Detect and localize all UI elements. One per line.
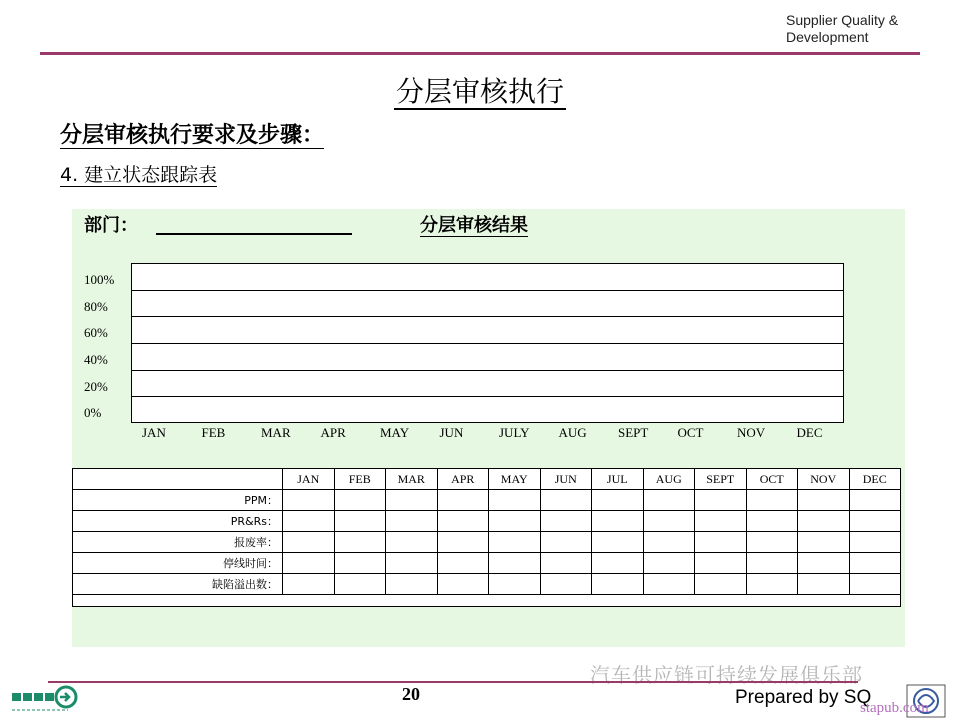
x-tick-label: NOV	[737, 425, 766, 440]
table-cell[interactable]	[695, 490, 747, 511]
table-cell[interactable]	[386, 532, 438, 553]
watermark-text: 汽车供应链可持续发展俱乐部	[590, 663, 863, 687]
x-tick-label: JUN	[439, 425, 464, 440]
table-corner-cell	[73, 469, 283, 490]
table-cell[interactable]	[334, 532, 386, 553]
table-cell[interactable]	[695, 511, 747, 532]
site-watermark: stapub.com	[860, 700, 929, 716]
table-row	[73, 595, 901, 607]
row-label: PPM：	[73, 490, 283, 511]
y-tick-label: 100%	[84, 272, 115, 287]
company-logo	[10, 684, 82, 714]
y-tick-label: 60%	[84, 325, 108, 341]
table-cell[interactable]	[695, 532, 747, 553]
gridline	[131, 370, 844, 371]
gridline	[131, 343, 844, 344]
column-header: MAY	[489, 469, 541, 490]
table-cell[interactable]	[437, 490, 489, 511]
table-cell[interactable]	[798, 490, 850, 511]
table-cell[interactable]	[386, 511, 438, 532]
table-cell[interactable]	[643, 511, 695, 532]
table-cell[interactable]	[592, 532, 644, 553]
table-cell[interactable]	[746, 511, 798, 532]
top-divider	[40, 52, 920, 55]
column-header: AUG	[643, 469, 695, 490]
table-cell[interactable]	[540, 511, 592, 532]
table-cell[interactable]	[746, 553, 798, 574]
table-cell[interactable]	[798, 553, 850, 574]
table-header-row	[73, 469, 901, 490]
x-tick-label: APR	[320, 425, 346, 440]
table-row	[73, 490, 901, 511]
table-cell[interactable]	[386, 574, 438, 595]
table-cell[interactable]	[849, 553, 901, 574]
slide-title: 分层审核执行	[395, 75, 564, 108]
table-cell[interactable]	[540, 574, 592, 595]
table-cell	[73, 595, 901, 607]
table-cell[interactable]	[283, 553, 335, 574]
table-cell[interactable]	[592, 574, 644, 595]
table-cell[interactable]	[283, 532, 335, 553]
table-row	[73, 511, 901, 532]
table-cell[interactable]	[540, 553, 592, 574]
table-cell[interactable]	[334, 490, 386, 511]
x-tick-label: JULY	[499, 425, 530, 440]
table-cell[interactable]	[592, 553, 644, 574]
slide-subtitle: 分层审核执行要求及步骤：	[60, 123, 325, 148]
table-cell[interactable]	[283, 511, 335, 532]
step-heading: 4. 建立状态跟踪表	[60, 164, 218, 186]
table-cell[interactable]	[334, 553, 386, 574]
table-cell[interactable]	[746, 532, 798, 553]
table-cell[interactable]	[849, 574, 901, 595]
column-header: APR	[437, 469, 489, 490]
table-cell[interactable]	[489, 532, 541, 553]
column-header: JUL	[592, 469, 644, 490]
status-tracking-table	[72, 468, 901, 607]
page-number: 20	[402, 684, 420, 704]
x-tick-label: SEPT	[618, 425, 649, 440]
x-tick-label: FEB	[201, 425, 226, 440]
prepared-by: Prepared by SQ	[735, 687, 872, 708]
table-body	[73, 490, 901, 607]
column-header: JUN	[540, 469, 592, 490]
company-header: Supplier Quality & Development	[786, 12, 899, 45]
table-cell[interactable]	[798, 511, 850, 532]
table-cell[interactable]	[437, 574, 489, 595]
column-header: NOV	[798, 469, 850, 490]
row-label: 停线时间：	[73, 553, 283, 574]
table-cell[interactable]	[386, 553, 438, 574]
table-cell[interactable]	[695, 574, 747, 595]
y-tick-label: 80%	[84, 298, 108, 314]
chart-title: 分层审核结果	[420, 215, 528, 236]
department-fill-line	[156, 233, 352, 235]
table-cell[interactable]	[283, 574, 335, 595]
table-cell[interactable]	[592, 490, 644, 511]
table-cell[interactable]	[746, 574, 798, 595]
x-tick-label: DEC	[796, 425, 823, 440]
table-cell[interactable]	[540, 532, 592, 553]
table-cell[interactable]	[849, 532, 901, 553]
table-cell[interactable]	[849, 511, 901, 532]
table-cell[interactable]	[695, 553, 747, 574]
row-label: PR&Rs：	[73, 511, 283, 532]
x-tick-label: MAY	[380, 425, 410, 440]
column-header: SEPT	[695, 469, 747, 490]
table-row	[73, 574, 901, 595]
table-cell[interactable]	[540, 490, 592, 511]
gridline	[131, 316, 844, 317]
column-header: FEB	[334, 469, 386, 490]
gridline	[131, 290, 844, 291]
table-cell[interactable]	[283, 490, 335, 511]
row-label: 报废率：	[73, 532, 283, 553]
y-tick-label: 20%	[84, 378, 108, 394]
table-cell[interactable]	[746, 490, 798, 511]
table-cell[interactable]	[849, 490, 901, 511]
table-row	[73, 553, 901, 574]
x-tick-label: OCT	[677, 425, 704, 440]
row-label: 缺陷溢出数：	[73, 574, 283, 595]
bottom-divider	[48, 681, 858, 683]
table-cell[interactable]	[643, 553, 695, 574]
table-cell[interactable]	[489, 511, 541, 532]
column-header: DEC	[849, 469, 901, 490]
table-cell[interactable]	[592, 511, 644, 532]
column-header: JAN	[283, 469, 335, 490]
table-cell[interactable]	[643, 532, 695, 553]
table-row	[73, 532, 901, 553]
table-cell[interactable]	[489, 574, 541, 595]
gridline	[131, 396, 844, 397]
y-tick-label: 0%	[84, 405, 102, 421]
x-tick-label: JAN	[142, 425, 166, 440]
table-cell[interactable]	[798, 532, 850, 553]
table-cell[interactable]	[643, 490, 695, 511]
column-header: MAR	[386, 469, 438, 490]
table-cell[interactable]	[386, 490, 438, 511]
table-cell[interactable]	[489, 490, 541, 511]
table-cell[interactable]	[437, 532, 489, 553]
column-header: OCT	[746, 469, 798, 490]
table-cell[interactable]	[334, 511, 386, 532]
x-tick-label: AUG	[558, 425, 587, 440]
table-cell[interactable]	[798, 574, 850, 595]
department-label: 部门：	[84, 215, 138, 236]
y-tick-label: 40%	[84, 352, 108, 367]
x-tick-label: MAR	[261, 425, 291, 440]
table-cell[interactable]	[437, 553, 489, 574]
table-cell[interactable]	[334, 574, 386, 595]
table-cell[interactable]	[489, 553, 541, 574]
table-cell[interactable]	[437, 511, 489, 532]
table-cell[interactable]	[643, 574, 695, 595]
